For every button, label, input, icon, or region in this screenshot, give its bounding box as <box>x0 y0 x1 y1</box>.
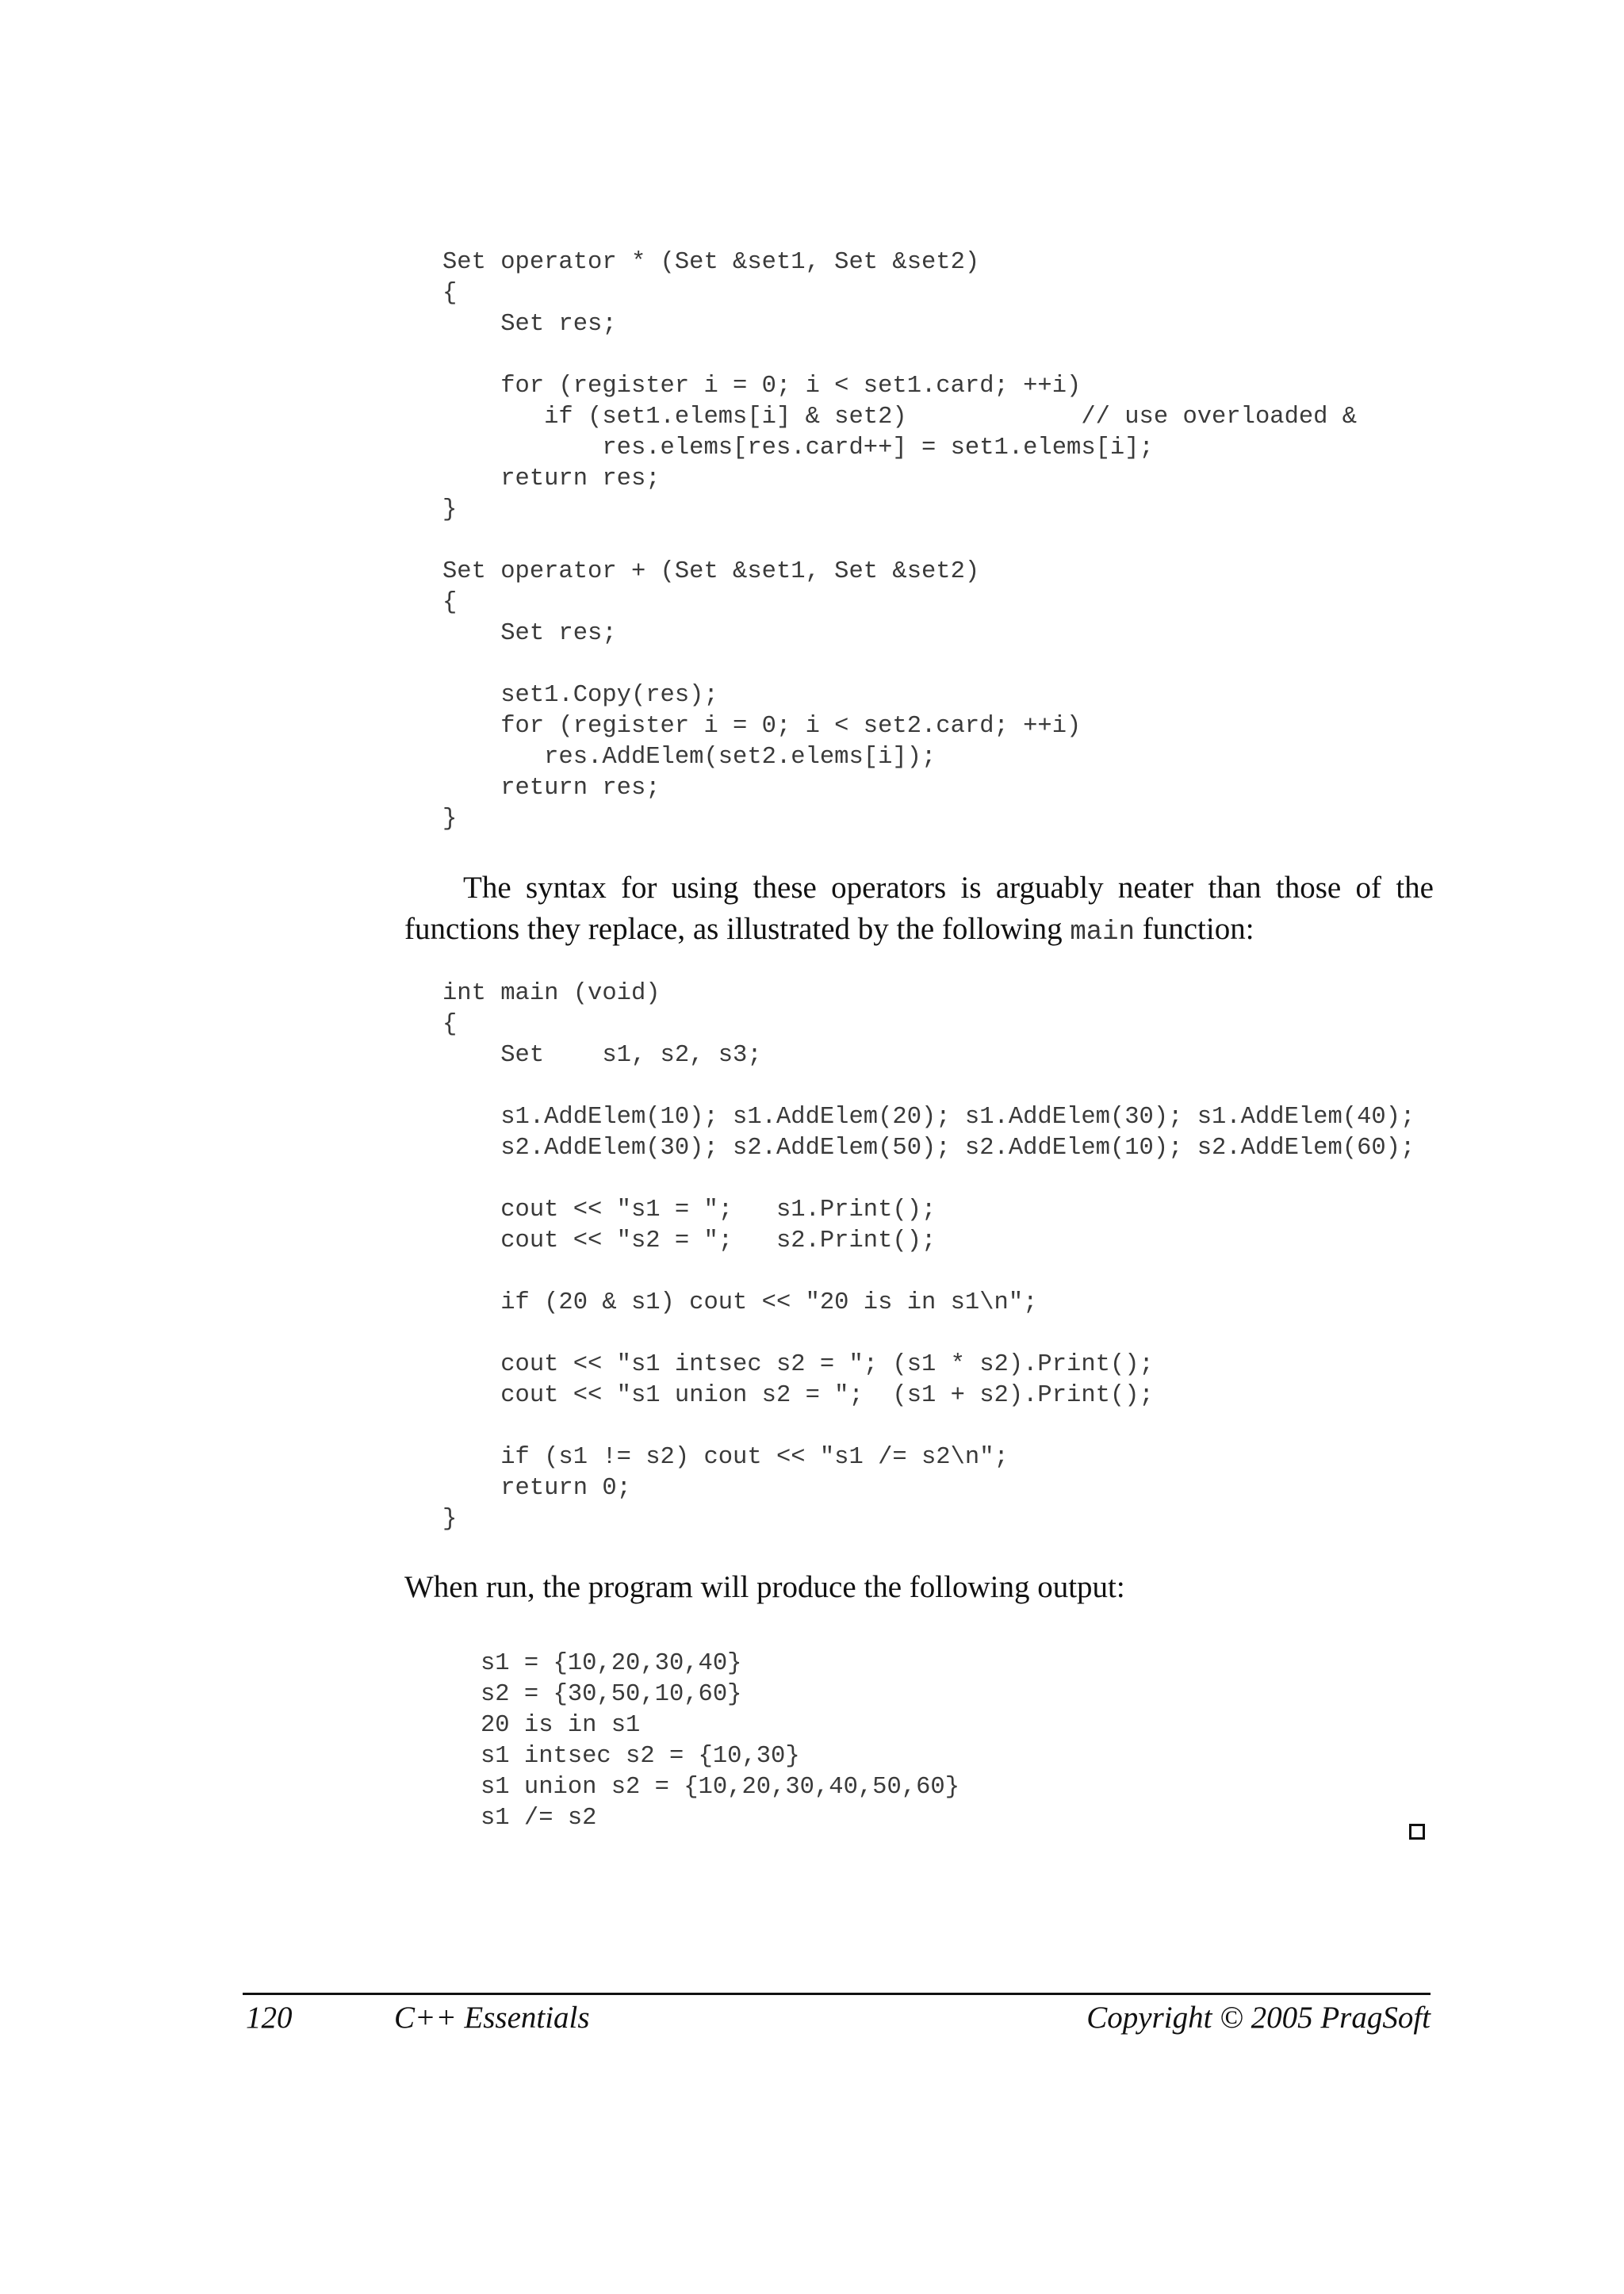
code-line: cout << "s1 = "; s1.Print(); <box>442 1197 936 1224</box>
output-line: 20 is in s1 <box>481 1712 641 1739</box>
inline-code-main: main <box>1070 917 1135 948</box>
code-line: if (20 & s1) cout << "20 is in s1\n"; <box>442 1289 1038 1316</box>
code-line: if (set1.elems[i] & set2) // use overloaded & <box>442 404 1358 431</box>
code-line: } <box>442 496 458 523</box>
output-line: s1 intsec s2 = {10,30} <box>481 1743 800 1770</box>
page-number: 120 <box>246 2001 293 2035</box>
code-line: { <box>442 1011 458 1038</box>
code-line: cout << "s1 union s2 = "; (s1 + s2).Print(); <box>442 1382 1154 1409</box>
output-line: s1 union s2 = {10,20,30,40,50,60} <box>481 1774 959 1801</box>
code-line: s2.AddElem(30); s2.AddElem(50); s2.AddElem(10); s2.AddElem(60); <box>442 1135 1415 1162</box>
code-line: Set operator * (Set &set1, Set &set2) <box>442 249 980 276</box>
end-of-example-square-icon <box>1409 1824 1425 1840</box>
output-line: s1 /= s2 <box>481 1805 597 1832</box>
output-line: s2 = {30,50,10,60} <box>481 1681 742 1708</box>
body-paragraph-output-intro: When run, the program will produce the following output: <box>404 1570 1125 1604</box>
code-line: res.elems[res.card++] = set1.elems[i]; <box>442 435 1154 461</box>
code-block-main-function <box>442 978 1415 1535</box>
code-line: return res; <box>442 775 661 802</box>
code-line: for (register i = 0; i < set1.card; ++i) <box>442 373 1082 400</box>
code-line <box>442 1257 1415 1288</box>
paragraph-text: function: <box>1134 912 1254 946</box>
code-line: res.AddElem(set2.elems[i]); <box>442 744 936 771</box>
footer-divider <box>243 1993 1431 1995</box>
body-paragraph <box>404 867 1434 953</box>
code-line <box>442 1071 1415 1102</box>
code-line <box>442 649 1081 680</box>
code-line: Set res; <box>442 620 617 647</box>
code-line: s1.AddElem(10); s1.AddElem(20); s1.AddElem(30); s1.AddElem(40); <box>442 1104 1415 1131</box>
code-block-set-union-operator <box>442 557 1081 835</box>
code-line: Set res; <box>442 311 617 338</box>
book-title: C++ Essentials <box>394 2001 590 2035</box>
program-output-block <box>481 1649 959 1834</box>
code-line: cout << "s2 = "; s2.Print(); <box>442 1227 936 1254</box>
code-block-set-intersection-operator <box>442 247 1357 526</box>
code-line: } <box>442 1506 458 1533</box>
code-line: for (register i = 0; i < set2.card; ++i) <box>442 713 1082 740</box>
code-line: return res; <box>442 465 661 492</box>
code-line <box>442 340 1357 371</box>
code-line: { <box>442 589 458 616</box>
code-line: set1.Copy(res); <box>442 682 718 709</box>
code-line: } <box>442 806 458 833</box>
paragraph-text: The syntax for using these operators is arguably neater than those of the functions they replace, as illustrated by the following <box>404 871 1434 946</box>
code-line: if (s1 != s2) cout << "s1 /= s2\n"; <box>442 1444 1009 1471</box>
copyright-notice: Copyright © 2005 PragSoft <box>1086 2001 1431 2035</box>
code-line <box>442 1411 1415 1442</box>
code-line: cout << "s1 intsec s2 = "; (s1 * s2).Print(); <box>442 1351 1154 1378</box>
code-line: { <box>442 280 458 307</box>
code-line: Set operator + (Set &set1, Set &set2) <box>442 558 980 585</box>
code-line: int main (void) <box>442 980 661 1007</box>
code-line <box>442 1164 1415 1195</box>
code-line <box>442 1319 1415 1350</box>
output-line: s1 = {10,20,30,40} <box>481 1650 742 1677</box>
code-line: return 0; <box>442 1475 631 1502</box>
code-line: Set s1, s2, s3; <box>442 1042 762 1069</box>
